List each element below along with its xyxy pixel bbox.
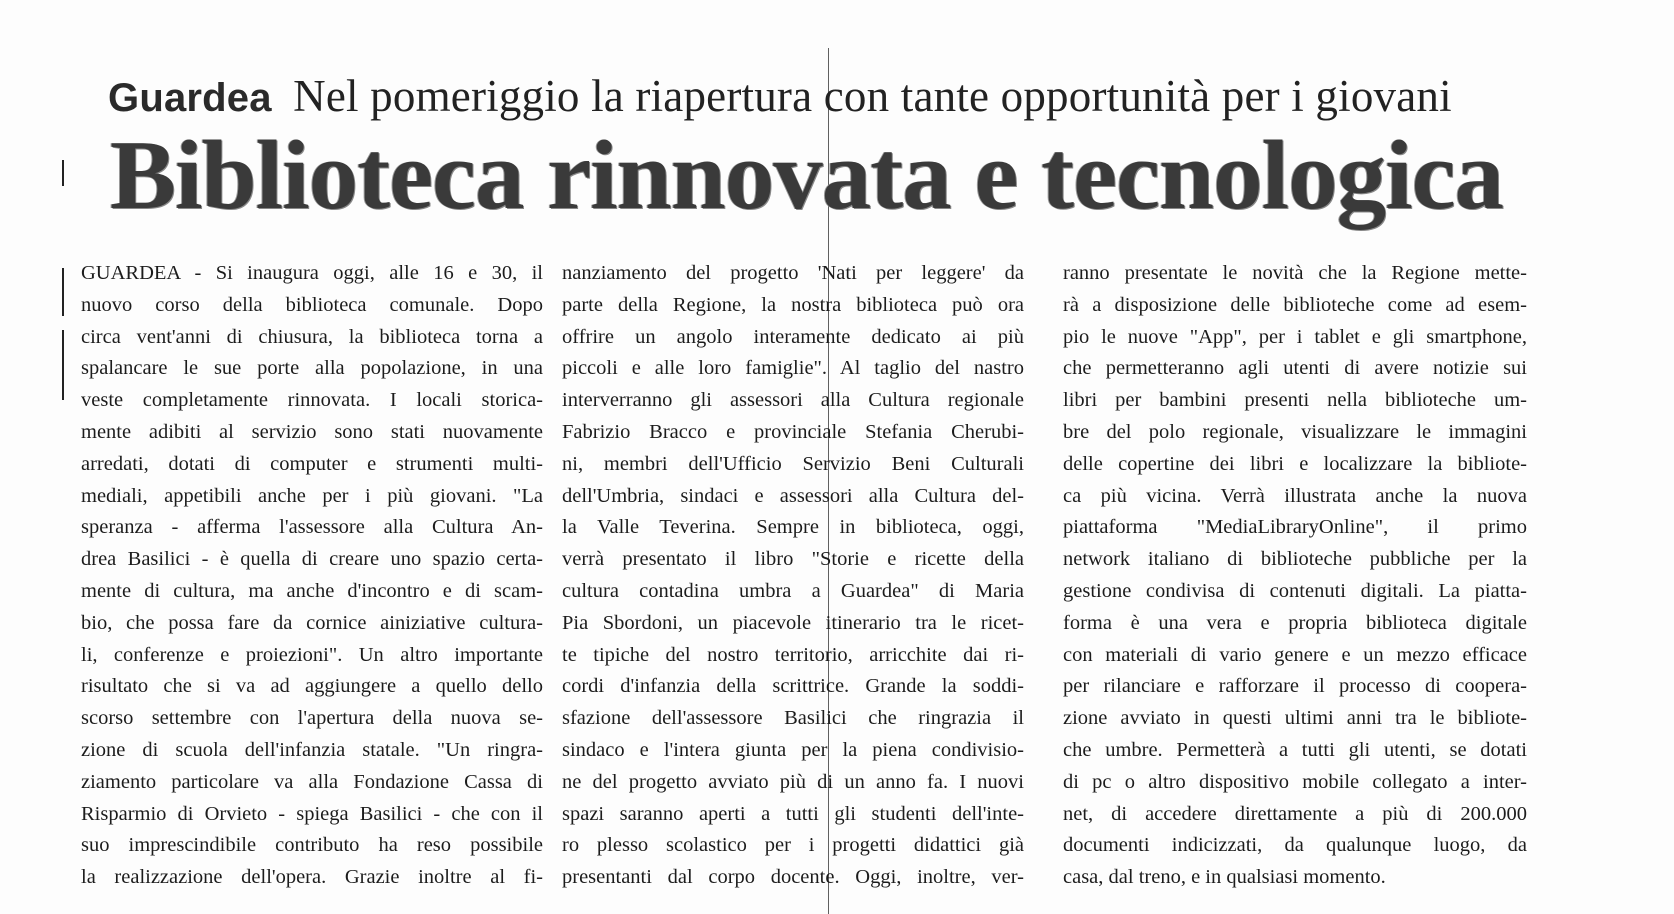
article-column-3 — [1063, 258, 1527, 894]
article-line: cordi d'infanzia della scrittrice. Grande la soddi- — [562, 675, 1024, 698]
article-line: ca più vicina. Verrà illustrata anche la nuova — [1063, 484, 1527, 507]
article-column-2 — [562, 258, 1024, 894]
article-kicker — [108, 72, 1528, 122]
article-line: Fabrizio Bracco e provinciale Stefania Cherubi- — [562, 420, 1024, 443]
article-line: circa vent'anni di chiusura, la biblioteca torna a — [81, 325, 543, 348]
article-line: pio le nuove "App", per i tablet e gli smartphone, — [1063, 325, 1527, 348]
article-line: net, di accedere direttamente a più di 200.000 — [1063, 802, 1527, 825]
article-line: parte della Regione, la nostra biblioteca può ora — [562, 293, 1024, 316]
article-line: te tipiche del nostro territorio, arricchite dai ri- — [562, 643, 1024, 666]
article-line: spazi saranno aperti a tutti gli studenti dell'inte- — [562, 802, 1024, 825]
article-line: forma è una vera e propria biblioteca digitale — [1063, 611, 1527, 634]
article-line: piattaforma "MediaLibraryOnline", il primo — [1063, 516, 1527, 539]
article-line: verrà presentato il libro "Storie e ricette della — [562, 548, 1024, 571]
article-line: sindaco e l'intera giunta per la piena condivisio- — [562, 738, 1024, 761]
article-line: mente adibiti al servizio sono stati nuovamente — [81, 420, 543, 443]
article-line: la realizzazione dell'opera. Grazie inoltre al fi- — [81, 866, 543, 889]
article-line: interverranno gli assessori alla Cultura regionale — [562, 389, 1024, 412]
article-line: zione avviato in questi ultimi anni tra le bibliote- — [1063, 707, 1527, 730]
article-line: nuovo corso della biblioteca comunale. Dopo — [81, 293, 543, 316]
article-line: network italiano di biblioteche pubbliche per la — [1063, 548, 1527, 571]
article-line: dell'Umbria, sindaci e assessori alla Cultura del- — [562, 484, 1024, 507]
article-line: nanziamento del progetto 'Nati per leggere' da — [562, 262, 1024, 284]
article-line: bre del polo regionale, visualizzare le immagini — [1063, 420, 1527, 443]
article-line: ni, membri dell'Ufficio Servizio Beni Culturali — [562, 452, 1024, 475]
article-line: delle copertine dei libri e localizzare la bibliote- — [1063, 452, 1527, 475]
article-line: che umbre. Permetterà a tutti gli utenti, se dotati — [1063, 738, 1527, 761]
article-line: rà a disposizione delle biblioteche come ad esem- — [1063, 293, 1527, 316]
article-line: piccoli e alle loro famiglie". Al taglio del nastro — [562, 357, 1024, 380]
scan-edge-mark — [62, 268, 64, 316]
article-line: mente di cultura, ma anche d'incontro e di scam- — [81, 579, 543, 602]
article-line: offrire un angolo interamente dedicato ai più — [562, 325, 1024, 348]
article-line: GUARDEA - Si inaugura oggi, alle 16 e 30, il — [81, 262, 543, 284]
article-line: Pia Sbordoni, un piacevole itinerario tra le ricet- — [562, 611, 1024, 634]
article-line: zione di scuola dell'infanzia statale. "Un ringra- — [81, 738, 543, 761]
article-line: risultato che si va ad aggiungere a quello dello — [81, 675, 543, 698]
article-line: spalancare le sue porte alla popolazione, in una — [81, 357, 543, 380]
article-column-1 — [81, 258, 543, 894]
article-line: speranza - afferma l'assessore alla Cultura An- — [81, 516, 543, 539]
article-line: gestione condivisa di contenuti digitali. La piatta- — [1063, 579, 1527, 602]
article-line: cultura contadina umbra a Guardea" di Maria — [562, 579, 1024, 602]
article-line: suo imprescindibile contributo ha reso possibile — [81, 834, 543, 857]
article-line: bio, che possa fare da cornice ainiziative cultura- — [81, 611, 543, 634]
article-line: Risparmio di Orvieto - spiega Basilici - che con il — [81, 802, 543, 825]
article-line: libri per bambini presenti nella biblioteche um- — [1063, 389, 1527, 412]
kicker-text: Nel pomeriggio la riapertura con tante opportunità per i giovani — [293, 71, 1452, 121]
article-line: mediali, appetibili anche per i più giovani. "La — [81, 484, 543, 507]
article-line: ne del progetto avviato più di un anno fa. I nuovi — [562, 770, 1024, 793]
scan-edge-mark — [62, 160, 64, 186]
article-line: sfazione dell'assessore Basilici che ringrazia il — [562, 707, 1024, 730]
article-line: che permetteranno agli utenti di avere notizie sui — [1063, 357, 1527, 380]
article-line: con materiali di vario genere e un mezzo efficace — [1063, 643, 1527, 666]
article-line: li, conferenze e proiezioni". Un altro importante — [81, 643, 543, 666]
article-line: arredati, dotati di computer e strumenti multi- — [81, 452, 543, 475]
article-line: ranno presentate le novità che la Regione mette- — [1063, 262, 1527, 284]
article-headline: Biblioteca rinnovata e tecnologica — [110, 121, 1504, 230]
article-line: la Valle Teverina. Sempre in biblioteca, oggi, — [562, 516, 1024, 539]
article-line: veste completamente rinnovata. I locali storica- — [81, 389, 543, 412]
article-line: drea Basilici - è quella di creare uno spazio certa- — [81, 548, 543, 571]
article-line: di pc o altro dispositivo mobile collegato a inter- — [1063, 770, 1527, 793]
article-line: per rilanciare e rafforzare il processo di coopera- — [1063, 675, 1527, 698]
article-line: presentanti dal corpo docente. Oggi, inoltre, ver- — [562, 866, 1024, 889]
article-line: casa, dal treno, e in qualsiasi momento. — [1063, 866, 1386, 889]
article-line: scorso settembre con l'apertura della nuova se- — [81, 707, 543, 730]
article-line: documenti indicizzati, da qualunque luogo, da — [1063, 834, 1527, 857]
article-line: ro plesso scolastico per i progetti didattici già — [562, 834, 1024, 857]
article-line: ziamento particolare va alla Fondazione Cassa di — [81, 770, 543, 793]
scan-edge-mark — [62, 330, 64, 400]
kicker-place: Guardea — [108, 76, 272, 120]
